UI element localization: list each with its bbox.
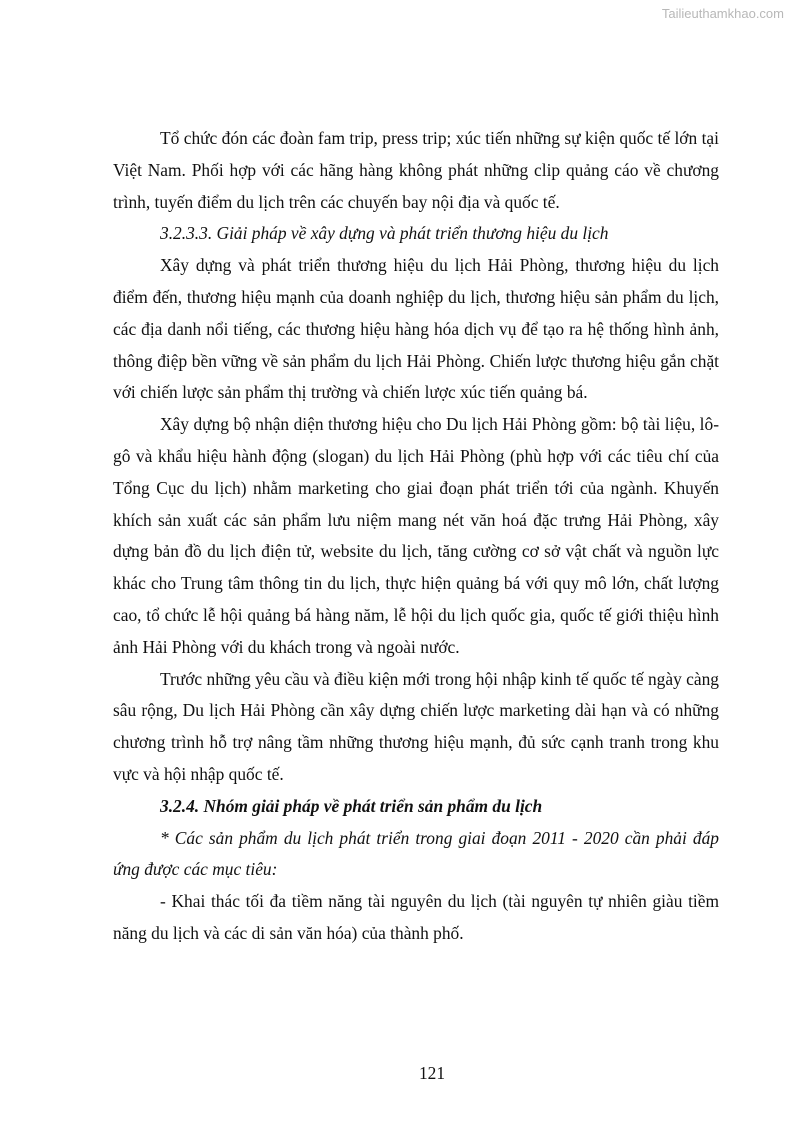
paragraph-promotion: Tổ chức đón các đoàn fam trip, press trip; xúc tiến những sự kiện quốc tế lớn tại Việt Nam. Phối hợp với các hãng hàng không phát những clip quảng cáo về chương trình, tuyến điểm du lịch trên các chuyến bay nội địa và quốc tế. xyxy=(113,128,719,212)
section-heading-3-2-4: 3.2.4. Nhóm giải pháp về phát triển sản phẩm du lịch xyxy=(160,795,543,816)
paragraph-brand-development: Xây dựng và phát triển thương hiệu du lịch Hải Phòng, thương hiệu du lịch điểm đến, thương hiệu mạnh của doanh nghiệp du lịch, thương hiệu sản phẩm du lịch, các địa danh nổi tiếng, các thương hiệu hàng hóa dịch vụ để tạo ra hệ thống hình ảnh, thông điệp bền vững về sản phẩm du lịch Hải Phòng. Chiến lược thương hiệu gắn chặt với chiến lược sản phẩm thị trường và chiến lược xúc tiến quảng bá. xyxy=(113,255,719,403)
paragraph-objectives-intro: * Các sản phẩm du lịch phát triển trong giai đoạn 2011 - 2020 cần phải đáp ứng được các mục tiêu: xyxy=(113,827,719,880)
page-number: 121 xyxy=(418,1063,446,1083)
paragraph-brand-identity: Xây dựng bộ nhận diện thương hiệu cho Du lịch Hải Phòng gồm: bộ tài liệu, lô-gô và khẩu hiệu hành động (slogan) du lịch Hải Phòng (phù hợp với các tiêu chí của Tổng Cục du lịch) nhằm marketing cho giai đoạn phát triển tới của ngành. Khuyến khích sản xuất các sản phẩm lưu niệm mang nét văn hoá đặc trưng Hải Phòng, xây dựng bản đồ du lịch điện tử, website du lịch, tăng cường cơ sở vật chất và nguồn lực khác cho Trung tâm thông tin du lịch, thực hiện quảng bá với quy mô lớn, chất lượng cao, tổ chức lễ hội quảng bá hàng năm, lễ hội du lịch quốc gia, quốc tế giới thiệu hình ảnh Hải Phòng với du khách trong và ngoài nước. xyxy=(113,414,719,657)
page-body xyxy=(113,123,719,950)
section-heading-3-2-3-3: 3.2.3.3. Giải pháp về xây dựng và phát triển thương hiệu du lịch xyxy=(160,223,609,244)
paragraph-marketing-strategy: Trước những yêu cầu và điều kiện mới trong hội nhập kinh tế quốc tế ngày càng sâu rộng, Du lịch Hải Phòng cần xây dựng chiến lược marketing dài hạn và có những chương trình hỗ trợ nâng tầm những thương hiệu mạnh, đủ sức cạnh tranh trong khu vực và hội nhập quốc tế. xyxy=(113,668,719,784)
watermark: Tailieuthamkhao.com xyxy=(661,6,784,21)
list-item-objective: - Khai thác tối đa tiềm năng tài nguyên du lịch (tài nguyên tự nhiên giàu tiềm năng du lịch và các di sản văn hóa) của thành phố. xyxy=(113,891,719,943)
